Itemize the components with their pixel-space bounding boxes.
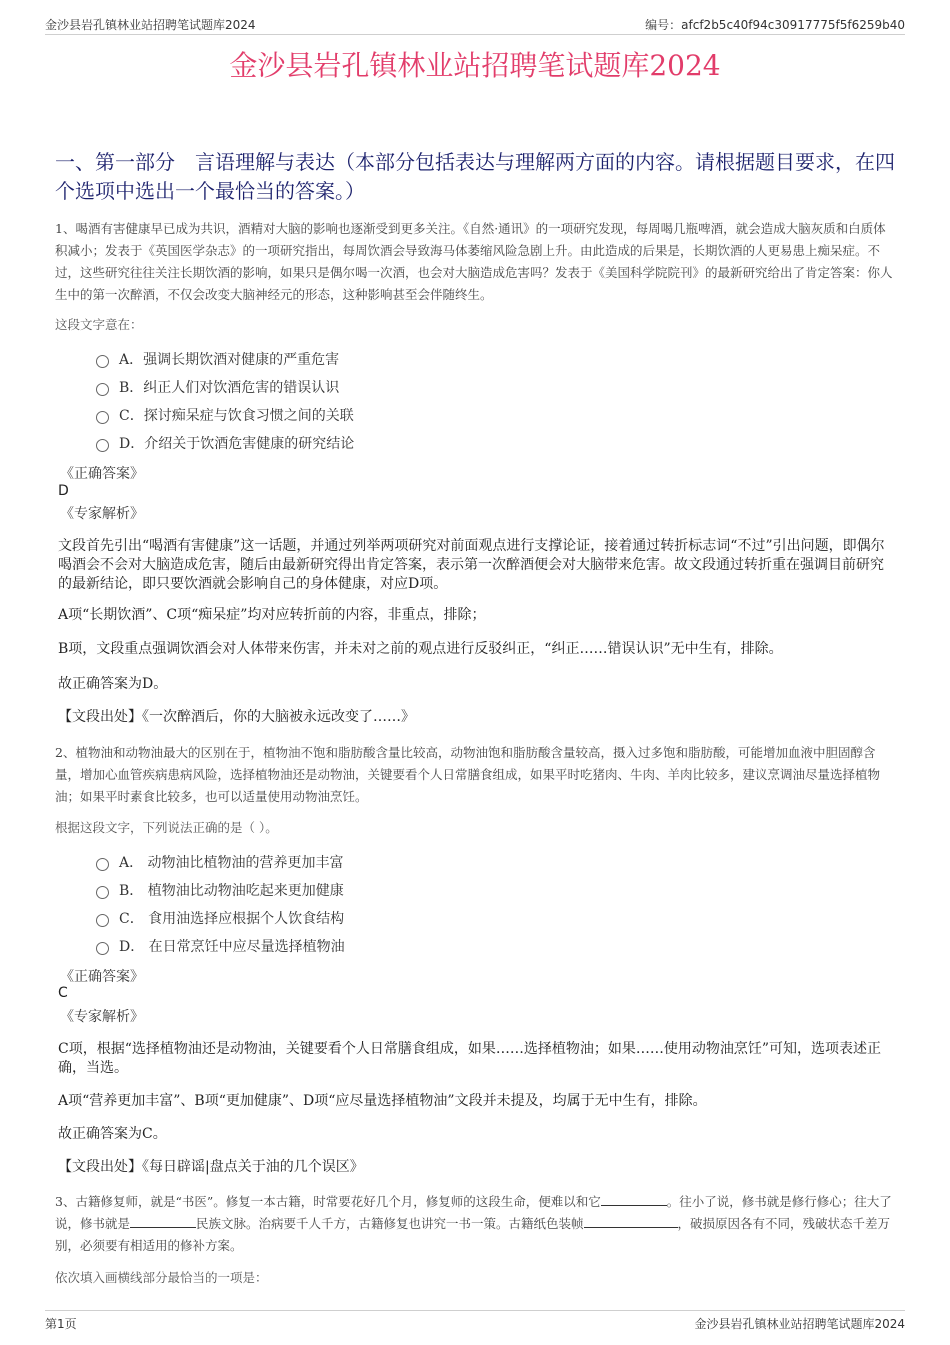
option-d[interactable]: [96, 429, 354, 457]
analysis-paragraph: A项“长期饮酒”、C项“痴呆症”均对应转折前的内容，非重点，排除；: [58, 607, 486, 623]
option-label: B．纠正人们对饮酒危害的错误认识: [119, 380, 340, 396]
option-label: B． 植物油比动物油吃起来更加健康: [119, 883, 344, 899]
analysis-paragraph: A项“营养更加丰富”、B项“更加健康”、D项“应尽量选择植物油”文段并未提及，均属于无中生有，排除。: [58, 1093, 707, 1109]
analysis-paragraph: C项，根据“选择植物油还是动物油，关键要看个人日常膳食组成，如果……选择植物油；如果……使用动物油烹饪”可知，选项表述正确，当选。: [58, 1041, 882, 1076]
option-b[interactable]: [96, 373, 354, 401]
question-1-options: [96, 345, 354, 457]
correct-answer: C: [58, 985, 68, 1001]
page-header: [45, 14, 905, 35]
header-doc-title: 金沙县岩孔镇林业站招聘笔试题库2024: [45, 18, 256, 32]
radio-icon[interactable]: [96, 886, 109, 899]
question-3-text-part: ，破损原因各有不同，残破状态千差万别，必须要有相适用的修补方案。: [55, 1216, 891, 1253]
option-label: D．介绍关于饮酒危害健康的研究结论: [119, 436, 355, 452]
document-title: 金沙县岩孔镇林业站招聘笔试题库2024: [229, 49, 721, 82]
analysis-label: 《专家解析》: [60, 506, 144, 522]
analysis-paragraph: B项，文段重点强调饮酒会对人体带来伤害，并未对之前的观点进行反驳纠正，“纠正……错误认识”无中生有，排除。: [58, 641, 783, 657]
answer-label: 《正确答案》: [60, 466, 144, 482]
correct-answer: D: [58, 483, 69, 499]
option-label: A． 动物油比植物油的营养更加丰富: [119, 855, 344, 871]
section-heading: 一、第一部分 言语理解与表达（本部分包括表达与理解两方面的内容。请根据题目要求，在四个选项中选出一个最恰当的答案。）: [55, 150, 895, 203]
header-doc-id: 编号：afcf2b5c40f94c30917775f5f6259b40: [645, 18, 905, 32]
option-c[interactable]: [96, 401, 354, 429]
footer-doc-title: 金沙县岩孔镇林业站招聘笔试题库2024: [694, 1317, 905, 1331]
radio-icon[interactable]: [96, 858, 109, 871]
radio-icon[interactable]: [96, 439, 109, 452]
radio-icon[interactable]: [96, 355, 109, 368]
fill-blank-2[interactable]: [130, 1214, 196, 1228]
page-footer: [45, 1310, 905, 1331]
question-1-prompt: 这段文字意在：: [55, 317, 143, 332]
option-d[interactable]: [96, 932, 345, 960]
source-citation: 【文段出处】《每日辟谣|盘点关于油的几个误区》: [58, 1159, 364, 1175]
question-3-text-part: 民族文脉。治病要千人千方，古籍修复也讲究一书一策。古籍纸色装帧: [196, 1216, 584, 1231]
option-label: A．强调长期饮酒对健康的严重危害: [119, 352, 340, 368]
analysis-paragraph: 文段首先引出“喝酒有害健康”这一话题，并通过列举两项研究对前面观点进行支撑论证，接着通过转折标志词“不过”引出问题，即偶尔喝酒会不会对大脑造成危害，随后由最新研究得出肯定答案，表示第一次醉酒便会对大脑带来危害。故文段通过转折重在强调目前研究的最新结论，即只要饮酒就会影响自己的身体健康，对应D项。: [58, 538, 885, 592]
question-1-text: 1、喝酒有害健康早已成为共识，酒精对大脑的影响也逐渐受到更多关注。《自然·通讯》的一项研究发现，每周喝几瓶啤酒，就会造成大脑灰质和白质体积减小；发表于《英国医学杂志》的一项研究指出，每周饮酒会导致海马体萎缩风险急剧上升。由此造成的后果是，长期饮酒的人更易患上痴呆症。不过，这些研究往往关注长期饮酒的影响，如果只是偶尔喝一次酒，也会对大脑造成危害吗？发表于《美国科学院院刊》的最新研究给出了肯定答案：你人生中的第一次醉酒，不仅会改变大脑神经元的形态，这种影响甚至会伴随终生。: [55, 221, 893, 302]
option-label: C．探讨痴呆症与饮食习惯之间的关联: [119, 408, 354, 424]
option-label: C． 食用油选择应根据个人饮食结构: [119, 911, 345, 927]
option-a[interactable]: [96, 848, 345, 876]
radio-icon[interactable]: [96, 942, 109, 955]
analysis-paragraph: 故正确答案为D。: [58, 676, 168, 692]
fill-blank-1[interactable]: [601, 1192, 667, 1206]
question-2-text: 2、植物油和动物油最大的区别在于，植物油不饱和脂肪酸含量比较高，动物油饱和脂肪酸含量较高，摄入过多饱和脂肪酸，可能增加血液中胆固醇含量，增加心血管疾病患病风险，选择植物油还是动物油，关键要看个人日常膳食组成，如果平时吃猪肉、牛肉、羊肉比较多，建议烹调油尽量选择植物油；如果平时素食比较多，也可以适量使用动物油烹饪。: [55, 745, 881, 804]
question-3-text-part: 。往小了说，修书就是修行修心；往大了说，修书就是: [55, 1194, 892, 1231]
fill-blank-3[interactable]: [584, 1214, 678, 1228]
radio-icon[interactable]: [96, 914, 109, 927]
option-label: D． 在日常烹饪中应尽量选择植物油: [119, 939, 345, 955]
option-a[interactable]: [96, 345, 354, 373]
option-c[interactable]: [96, 904, 345, 932]
radio-icon[interactable]: [96, 383, 109, 396]
analysis-paragraph: 故正确答案为C。: [58, 1126, 167, 1142]
answer-label: 《正确答案》: [60, 969, 144, 985]
radio-icon[interactable]: [96, 411, 109, 424]
question-2-options: [96, 848, 345, 960]
option-b[interactable]: [96, 876, 345, 904]
source-citation: 【文段出处】《一次醉酒后，你的大脑被永远改变了……》: [58, 709, 415, 725]
analysis-label: 《专家解析》: [60, 1009, 144, 1025]
question-3-text-part: 3、古籍修复师，就是“书医”。修复一本古籍，时常要花好几个月，修复师的这段生命，便难以和它: [55, 1194, 601, 1209]
page-number: 第1页: [45, 1317, 77, 1331]
question-3-prompt: 依次填入画横线部分最恰当的一项是：: [55, 1270, 268, 1285]
question-3-text: [55, 1191, 895, 1257]
question-2-prompt: 根据这段文字，下列说法正确的是（ ）。: [55, 820, 278, 835]
